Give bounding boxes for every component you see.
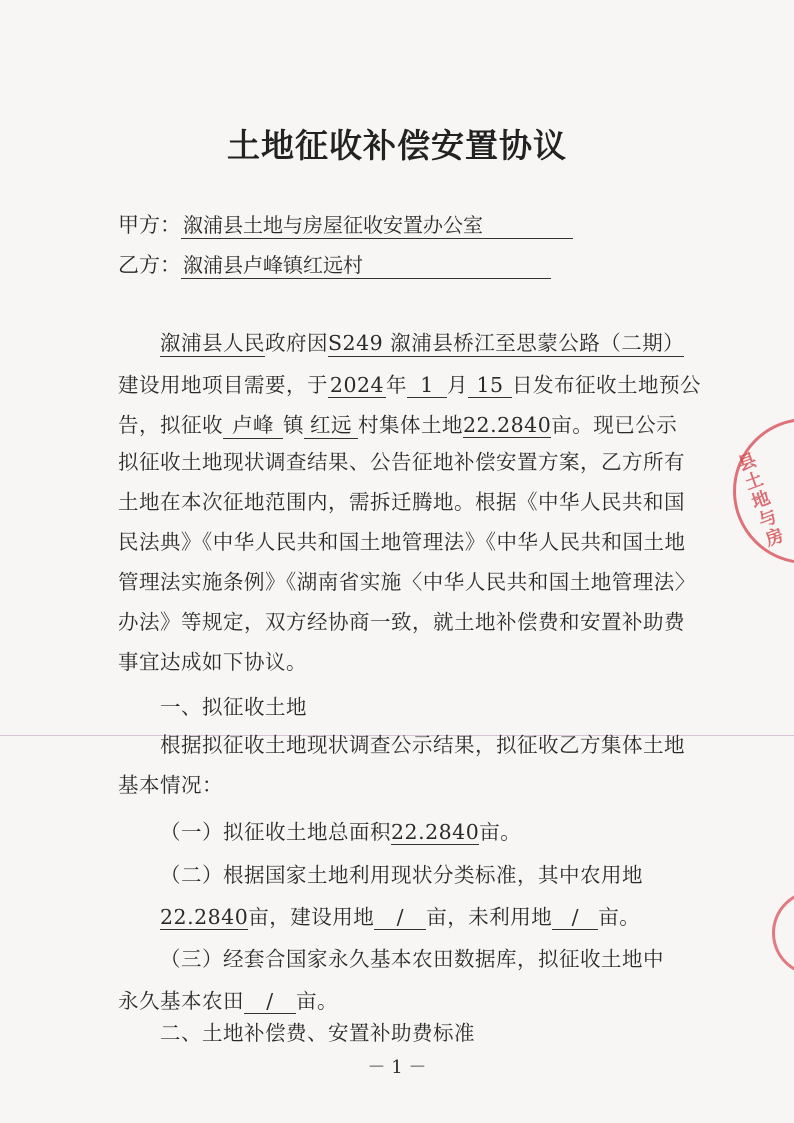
date-day: 15 [468,373,512,398]
basic-farmland-area: / [244,989,296,1014]
item-2-line-1: （二）根据国家土地利用现状分类标准，其中农用地 [160,863,643,887]
document-title: 土地征收补偿安置协议 [227,126,567,165]
section2-heading: 二、土地补偿费、安置补助费标准 [160,1021,475,1045]
red-seal-stamp-partial [772,890,794,976]
unused-area: / [552,905,598,930]
party-a-label: 甲方： [118,213,181,237]
party-a [118,209,573,239]
total-area: 22.2840 [391,820,480,844]
item-3-line-1: （三）经套合国家永久基本农田数据库，拟征收土地中 [160,947,664,971]
date-month: 1 [407,373,447,398]
town-name: 卢峰 [223,408,283,439]
section1-para: 根据拟征收土地现状调查公示结果，拟征收乙方集体土地基本情况： [118,733,685,797]
section1-heading: 一、拟征收土地 [160,695,307,719]
party-a-value: 溆浦县土地与房屋征收安置办公室 [181,209,573,239]
intro-line-2: 建设用地项目需要，于2024年 1 月 15 日发布征收土地预公 [118,373,701,397]
farmland-area: 22.2840 [160,905,249,929]
intro-line-3: 告，拟征收 卢峰 镇 红远 村集体土地22.2840亩。现已公示 [118,408,677,439]
land-area: 22.2840 [463,413,552,437]
date-year: 2024 [329,373,385,397]
village-name: 红远 [304,408,358,439]
party-b-value: 溆浦县卢峰镇红远村 [181,249,551,279]
item-2-line-2: 22.2840亩，建设用地 / 亩，未利用地 / 亩。 [160,905,641,929]
gov-name: 溆浦县人民 [160,326,265,357]
item-1: （一）拟征收土地总面积22.2840亩。 [160,820,522,844]
seal-lettering: 县土地与房 [735,449,787,551]
party-b-label: 乙方： [118,253,181,277]
intro-rest: 拟征收土地现状调查结果、公告征地补偿安置方案，乙方所有土地在本次征地范围内，需拆迁腾地。根据《中华人民共和国民法典》《中华人民共和国土地管理法》《中华人民共和国土地管理法实施条例》《湖南省实施〈中华人民共和国土地管理法〉办法》等规定，双方经协商一致，就土地补偿费和安置补助费事宜达成如下协议。 [118,450,686,674]
intro-line-1: 溆浦县人民政府因S249 溆浦县桥江至思蒙公路（二期） [160,326,684,357]
party-b [118,249,551,279]
project-name: S249 溆浦县桥江至思蒙公路（二期） [328,326,684,357]
construction-area: / [374,905,426,930]
item-3-line-2: 永久基本农田 / 亩。 [118,989,338,1013]
page-number: － 1 － [367,1057,427,1078]
